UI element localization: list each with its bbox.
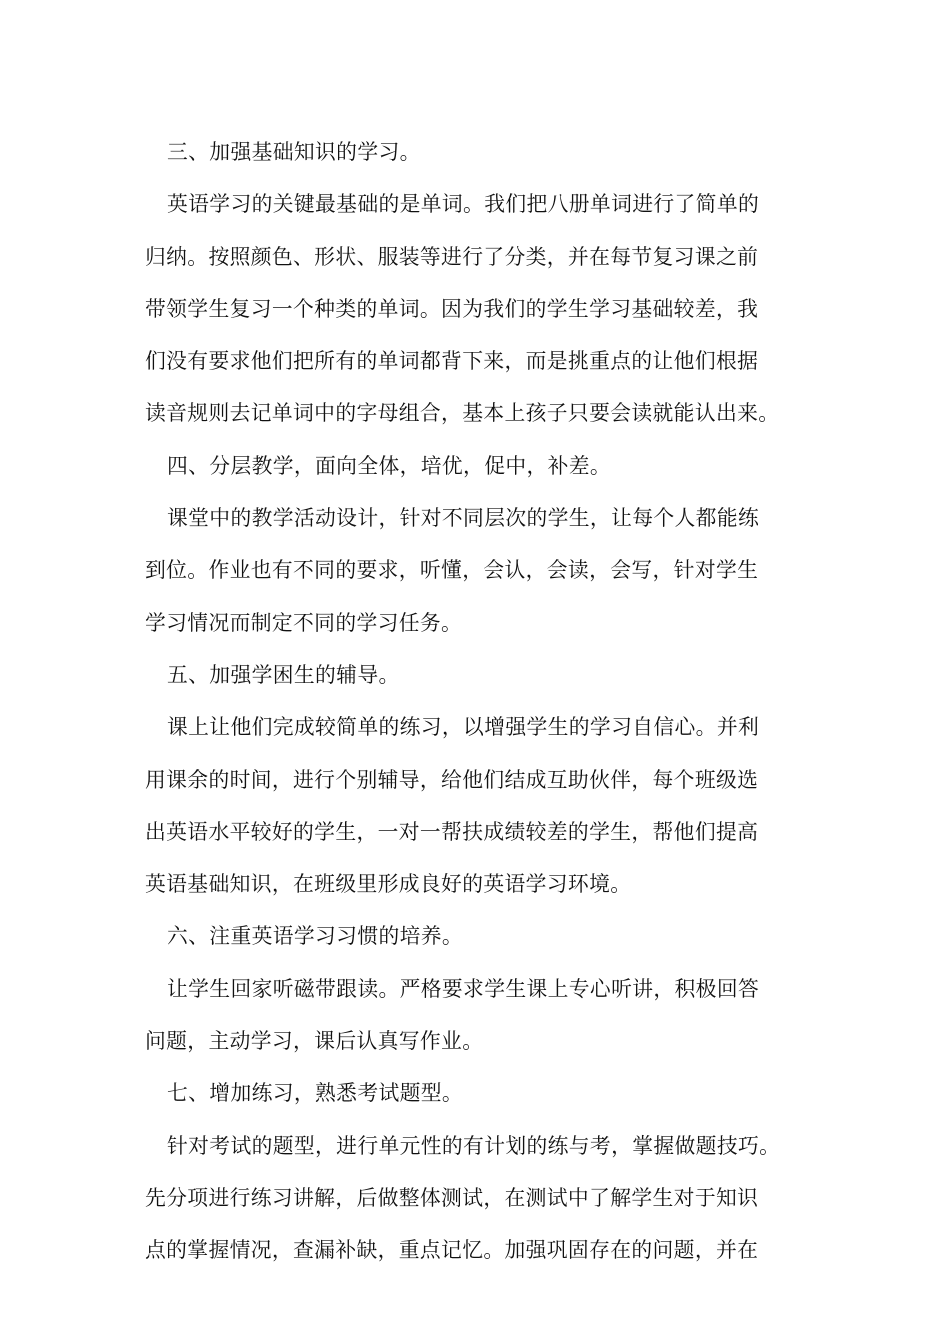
section-heading-5: 五、加强学困生的辅导。 [167,662,400,687]
paragraph-line: 让学生回家听磁带跟读。严格要求学生课上专心听讲，积极回答 [167,976,760,1001]
paragraph-line: 到位。作业也有不同的要求，听懂，会认，会读，会写，针对学生 [145,558,759,583]
paragraph-line: 针对考试的题型，进行单元性的有计划的练与考，掌握做题技巧。 [167,1133,781,1158]
paragraph-line: 先分项进行练习讲解，后做整体测试，在测试中了解学生对于知识 [145,1185,759,1210]
paragraph-line: 英语学习的关键最基础的是单词。我们把八册单词进行了简单的 [167,192,760,217]
section-heading-4: 四、分层教学，面向全体，培优，促中，补差。 [167,453,612,478]
paragraph-line: 用课余的时间，进行个别辅导，给他们结成互助伙伴，每个班级选 [145,767,759,792]
paragraph-line: 们没有要求他们把所有的单词都背下来，而是挑重点的让他们根据 [145,349,759,374]
paragraph-line: 课上让他们完成较简单的练习，以增强学生的学习自信心。并利 [167,715,760,740]
document-body [145,126,815,1277]
paragraph-line: 英语基础知识，在班级里形成良好的英语学习环境。 [145,872,632,897]
section-heading-6: 六、注重英语学习习惯的培养。 [167,924,464,949]
paragraph-line: 问题，主动学习，课后认真写作业。 [145,1029,484,1054]
paragraph-line: 出英语水平较好的学生，一对一帮扶成绩较差的学生，帮他们提高 [145,819,759,844]
paragraph-line: 点的掌握情况，查漏补缺，重点记忆。加强巩固存在的问题，并在 [145,1238,759,1263]
paragraph-line: 读音规则去记单词中的字母组合，基本上孩子只要会读就能认出来。 [145,401,780,426]
paragraph-line: 课堂中的教学活动设计，针对不同层次的学生，让每个人都能练 [167,506,760,531]
paragraph-line: 归纳。按照颜色、形状、服装等进行了分类，并在每节复习课之前 [145,244,759,269]
section-heading-7: 七、增加练习，熟悉考试题型。 [167,1081,464,1106]
section-heading-3: 三、加强基础知识的学习。 [167,140,421,164]
paragraph-line: 带领学生复习一个种类的单词。因为我们的学生学习基础较差，我 [145,296,759,321]
paragraph-line: 学习情况而制定不同的学习任务。 [145,610,463,635]
